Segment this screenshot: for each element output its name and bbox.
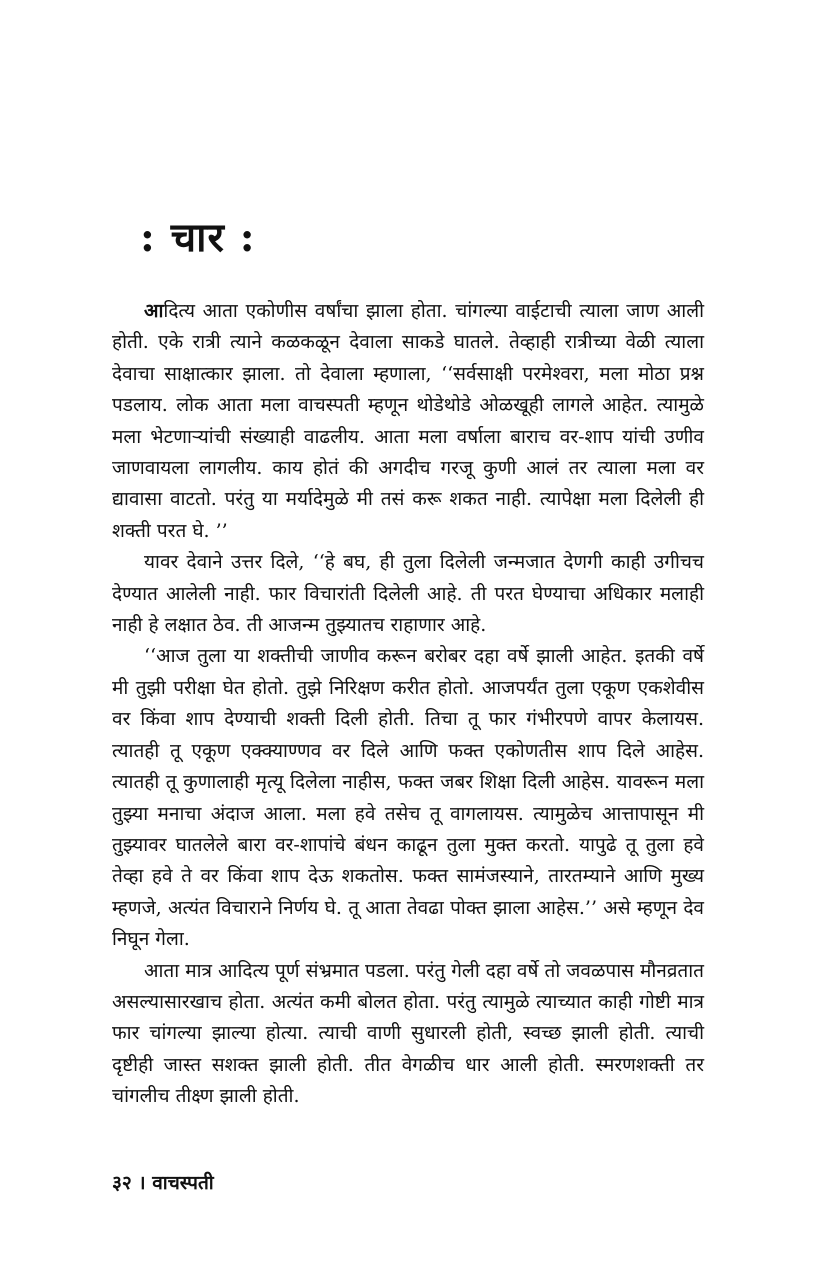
footer-separator: । bbox=[138, 1172, 146, 1194]
paragraph-text: दित्य आता एकोणीस वर्षांचा झाला होता. चांगल्या वाईटाची त्याला जाण आली होती. एके रात्री त्याने कळकळून देवाला साकडे घातले. तेव्हाही रात्रीच्या वेळी त्याला देवाचा साक्षात्कार झाला. तो देवाला म्हणाला, ‘‘सर्वसाक्षी परमेश्वरा, मला मोठा प्रश्न पडलाय. लोक आता मला वाचस्पती म्हणून थोडेथोडे ओळखूही लागले आहेत. त्यामुळे मला भेटणाऱ्यांची संख्याही वाढलीय. आता मला वर्षाला बाराच वर-शाप यांची उणीव जाणवायला लागलीय. काय होतं की अगदीच गरजू कुणी आलं तर त्याला मला वर द्यावासा वाटतो. परंतु या मर्यादेमुळे मी तसं करू शकत नाही. त्यापेक्षा मला दिलेली ही शक्ती परत घे. ’’ bbox=[112, 300, 704, 542]
paragraph-4: आता मात्र आदित्य पूर्ण संभ्रमात पडला. परंतु गेली दहा वर्षे तो जवळपास मौनव्रतात असल्यासारखाच होता. अत्यंत कमी बोलत होता. परंतु त्यामुळे त्याच्यात काही गोष्टी मात्र फार चांगल्या झाल्या होत्या. त्याची वाणी सुधारली होती, स्वच्छ झाली होती. त्याची दृष्टीही जास्त सशक्त झाली होती. तीत वेगळीच धार आली होती. स्मरणशक्ती तर चांगलीच तीक्ष्ण झाली होती. bbox=[112, 959, 704, 1108]
paragraph-2: यावर देवाने उत्तर दिले, ‘‘हे बघ, ही तुला दिलेली जन्मजात देणगी काही उगीचच देण्यात आलेली नाही. फार विचारांती दिलेली आहे. ती परत घेण्याचा अधिकार मलाही नाही हे लक्षात ठेव. ती आजन्म तुझ्यातच राहाणार आहे. bbox=[112, 551, 704, 637]
book-title: वाचस्पती bbox=[152, 1172, 214, 1194]
page-footer bbox=[112, 1168, 214, 1198]
paragraph-1 bbox=[112, 296, 704, 547]
paragraph-3: ‘‘आज तुला या शक्तीची जाणीव करून बरोबर दहा वर्षे झाली आहेत. इतकी वर्षे मी तुझी परीक्षा घेत होतो. तुझे निरिक्षण करीत होतो. आजपर्यंत तुला एकूण एकशेवीस वर किंवा शाप देण्याची शक्ती दिली होती. तिचा तू फार गंभीरपणे वापर केलायस. त्यातही तू एकूण एक्क्याण्णव वर दिले आणि फक्त एकोणतीस शाप दिले आहेस. त्यातही तू कुणालाही मृत्यू दिलेला नाहीस, फक्त जबर शिक्षा दिली आहेस. यावरून मला तुझ्या मनाचा अंदाज आला. मला हवे तसेच तू वागलायस. त्यामुळेच आत्तापासून मी तुझ्यावर घातलेले बारा वर-शापांचे बंधन काढून तुला मुक्त करतो. यापुढे तू तुला हवे तेव्हा हवे ते वर किंवा शाप देऊ शकतोस. फक्त सामंजस्याने, तारतम्याने आणि मुख्य म्हणजे, अत्यंत विचाराने निर्णय घे. तू आता तेवढा पोक्त झाला आहेस.’’ असे म्हणून देव निघून गेला. bbox=[112, 645, 704, 951]
chapter-body bbox=[112, 296, 704, 1113]
page-number: ३२ bbox=[112, 1172, 132, 1194]
chapter-heading: : चार : bbox=[140, 214, 256, 261]
paragraph-lead-letters: आ bbox=[144, 300, 164, 322]
